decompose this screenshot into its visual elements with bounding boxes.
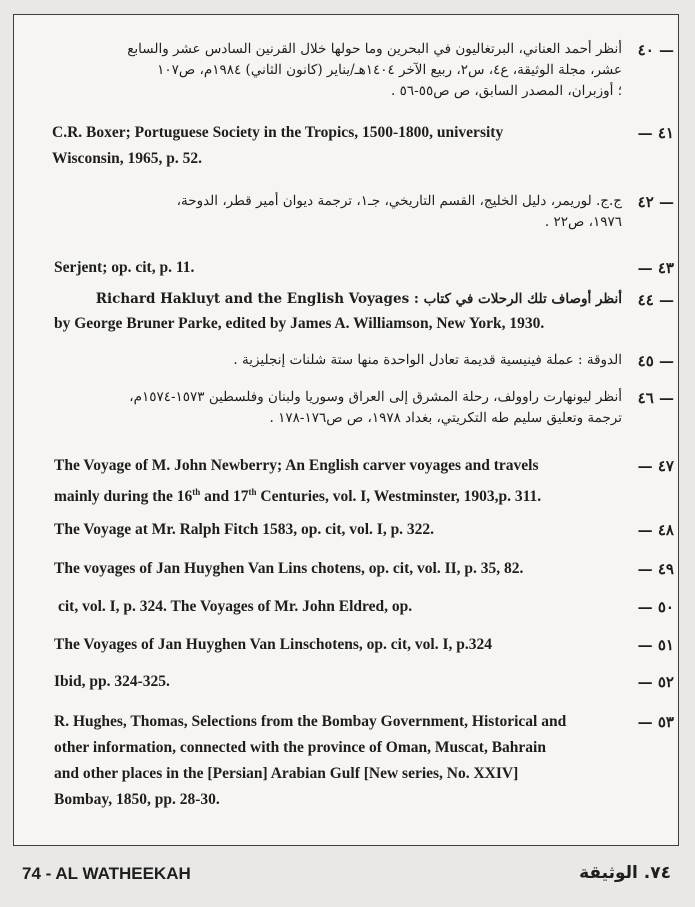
footnote-line: Wisconsin, 1965, p. 52. — [52, 150, 203, 167]
footnote-number: — ٥٣ — [637, 713, 674, 731]
footnote-43 — [54, 259, 674, 285]
footnote-line: عشر، مجلة الوثيقة، ع٤، س٢، ربيع الآخر ١٤٠٤هـ/يناير (كانون الثاني) ١٩٨٤م، ص١٠٧ — [157, 62, 622, 78]
footnote-line: The Voyage of M. John Newberry; An English carver voyages and travels — [54, 457, 539, 474]
footnote-line: by George Bruner Parke, edited by James A. Williamson, New York, 1930. — [54, 315, 545, 332]
footnote-number: ٤٥ — — [637, 352, 674, 370]
footnote-line: other information, connected with the province of Oman, Muscat, Bahrain — [54, 739, 546, 756]
footnote-number: ٤٢ — — [637, 193, 674, 211]
footnote-48 — [54, 521, 674, 547]
footer-page-number-arabic: ٧٤. الوثيقة — [579, 863, 671, 883]
footnote-number: — ٤٧ — [637, 457, 674, 475]
footnote-number: — ٥٢ — [637, 673, 674, 691]
footnote-line: ؛ أوزبران، المصدر السابق، ص ص٥٥-٥٦ . — [391, 83, 622, 99]
page-footer — [0, 856, 695, 896]
footnote-line: Ibid, pp. 324-325. — [54, 673, 170, 690]
footnote-42 — [54, 193, 674, 241]
footnote-line: أنظر أحمد العناني، البرتغاليون في البحرين وما حولها خلال القرنين السادس عشر والسابع — [127, 41, 622, 57]
page-frame — [13, 14, 679, 846]
footer-journal-title: 74 - AL WATHEEKAH — [22, 864, 191, 883]
footnote-line: الدوقة : عملة فينيسية قديمة تعادل الواحدة منها ستة شلنات إنجليزية . — [233, 352, 622, 368]
footnote-number: — ٤١ — [637, 124, 674, 142]
footnote-line — [54, 289, 622, 310]
footnote-number: — ٤٩ — [637, 560, 674, 578]
footnote-line: ١٩٧٦، ص٢٢ . — [544, 214, 622, 230]
footnote-40 — [54, 41, 674, 111]
footnote-line: C.R. Boxer; Portuguese Society in the Tropics, 1500-1800, university — [52, 124, 504, 141]
footnote-line: R. Hughes, Thomas, Selections from the Bombay Government, Historical and — [54, 713, 567, 730]
footnote-52 — [54, 673, 674, 699]
footnote-number: ٤٤ — — [637, 291, 674, 309]
footnote-line: Bombay, 1850, pp. 28-30. — [54, 791, 220, 808]
footnote-53 — [54, 713, 674, 823]
footnote-line: ترجمة وتعليق سليم طه التكريتي، بغداد ١٩٧٨، ص ص١٧٦-١٧٨ . — [269, 410, 622, 426]
footnote-46 — [54, 389, 674, 437]
footnote-49 — [54, 560, 674, 586]
footnote-47 — [54, 457, 674, 513]
footnote-line: mainly during the 16th and 17th Centuries, vol. I, Westminster, 1903,p. 311. — [54, 487, 542, 506]
footnote-line: Serjent; op. cit, p. 11. — [54, 259, 195, 276]
footnote-line: The Voyages of Jan Huyghen Van Linschotens, op. cit, vol. I, p.324 — [54, 636, 492, 653]
footnote-line: The Voyage at Mr. Ralph Fitch 1583, op. cit, vol. I, p. 322. — [54, 521, 435, 538]
footnote-mixed-text: أنظر أوصاف تلك الرحلات في كتاب : Richard Hakluyt and the English Voyages — [95, 291, 622, 307]
footnote-51 — [54, 636, 674, 662]
footnote-number: ٤٦ — — [637, 389, 674, 407]
footnote-45 — [54, 352, 674, 378]
footnote-line: أنظر ليونهارت راوولف، رحلة المشرق إلى العراق وسوريا ولبنان وفلسطين ١٥٧٣-١٥٧٤م، — [129, 389, 622, 405]
footnote-line: cit, vol. I, p. 324. The Voyages of Mr. John Eldred, op. — [58, 598, 413, 615]
footnote-number: — ٥١ — [637, 636, 674, 654]
footnote-number: — ٥٠ — [637, 598, 674, 616]
footnote-number: ٤٠ — — [637, 41, 674, 59]
footnote-41 — [52, 124, 674, 180]
footnote-number: — ٤٨ — [637, 521, 674, 539]
footnote-44 — [54, 291, 674, 345]
footnote-line: The voyages of Jan Huyghen Van Lins chotens, op. cit, vol. II, p. 35, 82. — [54, 560, 524, 577]
footnote-50 — [54, 598, 674, 624]
footnote-line: and other places in the [Persian] Arabian Gulf [New series, No. XXIV] — [54, 765, 519, 782]
footnote-line: ج.ج. لوريمر، دليل الخليج، القسم التاريخي، جـ١، ترجمة ديوان أمير قطر، الدوحة، — [176, 193, 622, 209]
footnote-number: — ٤٣ — [637, 259, 674, 277]
